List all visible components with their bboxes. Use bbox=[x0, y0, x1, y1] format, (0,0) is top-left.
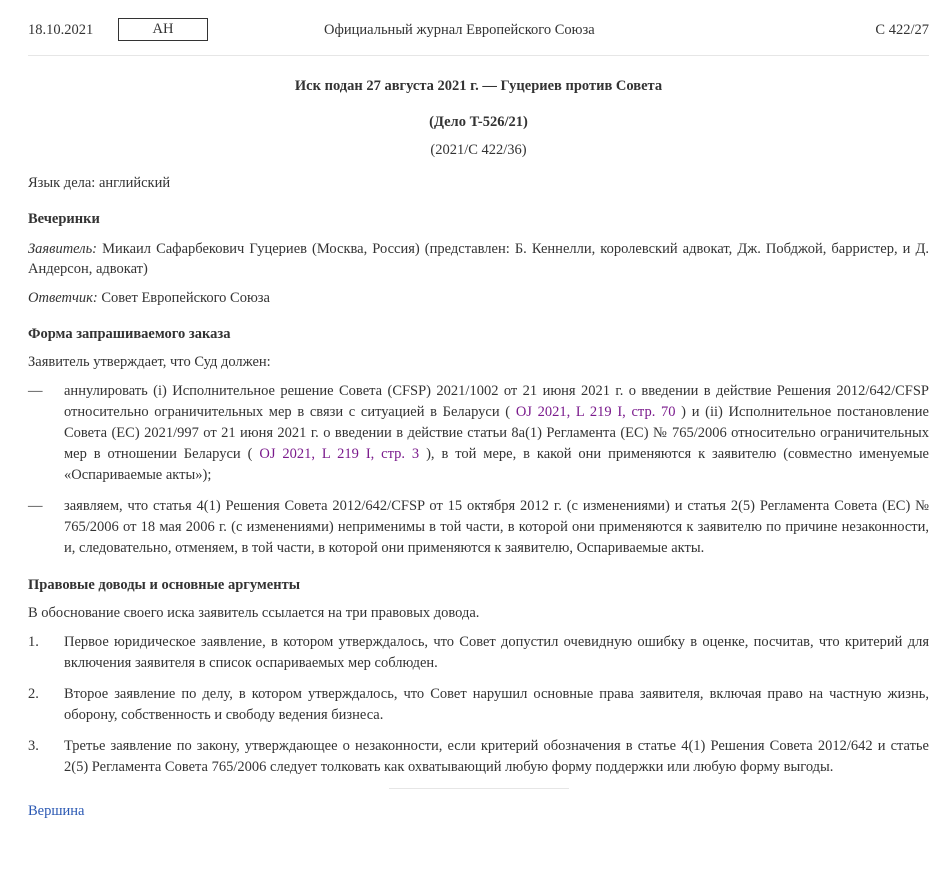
plea-item bbox=[28, 632, 929, 674]
plea-text: Первое юридическое заявление, в котором утверждалось, что Совет допустил очевидную ошибку в оценке, посчитав, что критерий для включения заявителя в список оспариваемых мер соблюден. bbox=[64, 634, 929, 671]
dash-marker: — bbox=[28, 498, 43, 514]
journal-title: Официальный журнал Европейского Союза bbox=[324, 22, 595, 38]
language-of-case: Язык дела: английский bbox=[28, 175, 171, 191]
back-to-top-link[interactable]: Вершина bbox=[28, 803, 85, 819]
applicant-text: Микаил Сафарбекович Гуцериев (Москва, Россия) (представлен: Б. Кеннелли, королевский адвокат, Дж. Побджой, барристер, и Д. Андерсон, адвокат) bbox=[28, 241, 929, 277]
oj-reference: (2021/C 422/36) bbox=[430, 142, 527, 158]
oj-link[interactable]: OJ 2021, L 219 I, стр. 70 bbox=[515, 404, 676, 420]
parties-heading: Вечеринки bbox=[28, 211, 100, 227]
plea-item bbox=[28, 736, 929, 778]
applicant-label: Заявитель: bbox=[28, 241, 98, 257]
defendant-text: Совет Европейского Союза bbox=[97, 290, 270, 306]
plea-number: 2. bbox=[28, 686, 39, 702]
plea-number: 3. bbox=[28, 738, 39, 754]
document-title: Иск подан 27 августа 2021 г. — Гуцериев против Совета bbox=[294, 78, 663, 94]
plea-text: Второе заявление по делу, в котором утверждалось, что Совет нарушил основные права заявителя, включая право на частную жизнь, оборону, собственность и свободу ведения бизнеса. bbox=[64, 686, 929, 723]
plea-item bbox=[28, 684, 929, 726]
applicant-paragraph bbox=[28, 239, 929, 279]
dash-marker: — bbox=[28, 383, 43, 399]
order-item bbox=[28, 381, 929, 486]
form-of-order-heading: Форма запрашиваемого заказа bbox=[28, 326, 231, 342]
pleas-intro: В обоснование своего иска заявитель ссылается на три правовых довода. bbox=[28, 605, 480, 621]
order-item-text: заявляем, что статья 4(1) Решения Совета 2012/642/CFSP от 15 октября 2012 г. (с изменениями) и статья 2(5) Регламента Совета (ЕС) № 765/2006 от 18 мая 2006 г. (с изменениями) неприменимы в той части, в которой они применяются к заявителю по причине незаконности, и, следовательно, отменяем, в той части, в которой они применяются к заявителю, Оспариваемые акты. bbox=[64, 498, 929, 556]
plea-text: Третье заявление по закону, утверждающее о незаконности, если критерий обозначения в статье 4(1) Решения Совета 2012/642 и статье 2(5) Регламента Совета 765/2006 следует толковать как охватывающий любую форму поддержки или любую форму выгоды. bbox=[64, 738, 929, 775]
divider bbox=[389, 788, 569, 789]
defendant-label: Ответчик: bbox=[28, 290, 98, 306]
pleas-heading: Правовые доводы и основные аргументы bbox=[28, 577, 301, 593]
defendant-paragraph bbox=[28, 288, 929, 308]
language-badge: AH bbox=[118, 18, 208, 41]
case-number: (Дело T-526/21) bbox=[429, 114, 528, 130]
journal-reference: C 422/27 bbox=[875, 22, 929, 38]
document-header bbox=[28, 0, 929, 56]
order-item-text: ), в той мере, в какой они применяются к заявителю (совместно именуемые «Оспариваемые акты»); bbox=[64, 446, 929, 483]
oj-link[interactable]: OJ 2021, L 219 I, стр. 3 bbox=[259, 446, 420, 462]
order-item bbox=[28, 496, 929, 559]
plea-number: 1. bbox=[28, 634, 39, 650]
form-of-order-intro: Заявитель утверждает, что Суд должен: bbox=[28, 354, 271, 370]
order-item-text: аннулировать (i) Исполнительное решение Совета (CFSP) 2021/1002 от 21 июня 2021 г. о введении в действие Решения 2012/642/CFSP относительно ограничительных мер в связи с ситуацией в Беларуси ( bbox=[64, 383, 929, 420]
order-item-text: ) и (ii) Исполнительное постановление Совета (ЕС) 2021/997 от 21 июня 2021 г. о введении в действие статьи 8a(1) Регламента (ЕС) № 765/2006 относительно ограничительных мер в отношении Беларуси ( bbox=[64, 404, 929, 462]
publication-date: 18.10.2021 bbox=[28, 22, 94, 38]
